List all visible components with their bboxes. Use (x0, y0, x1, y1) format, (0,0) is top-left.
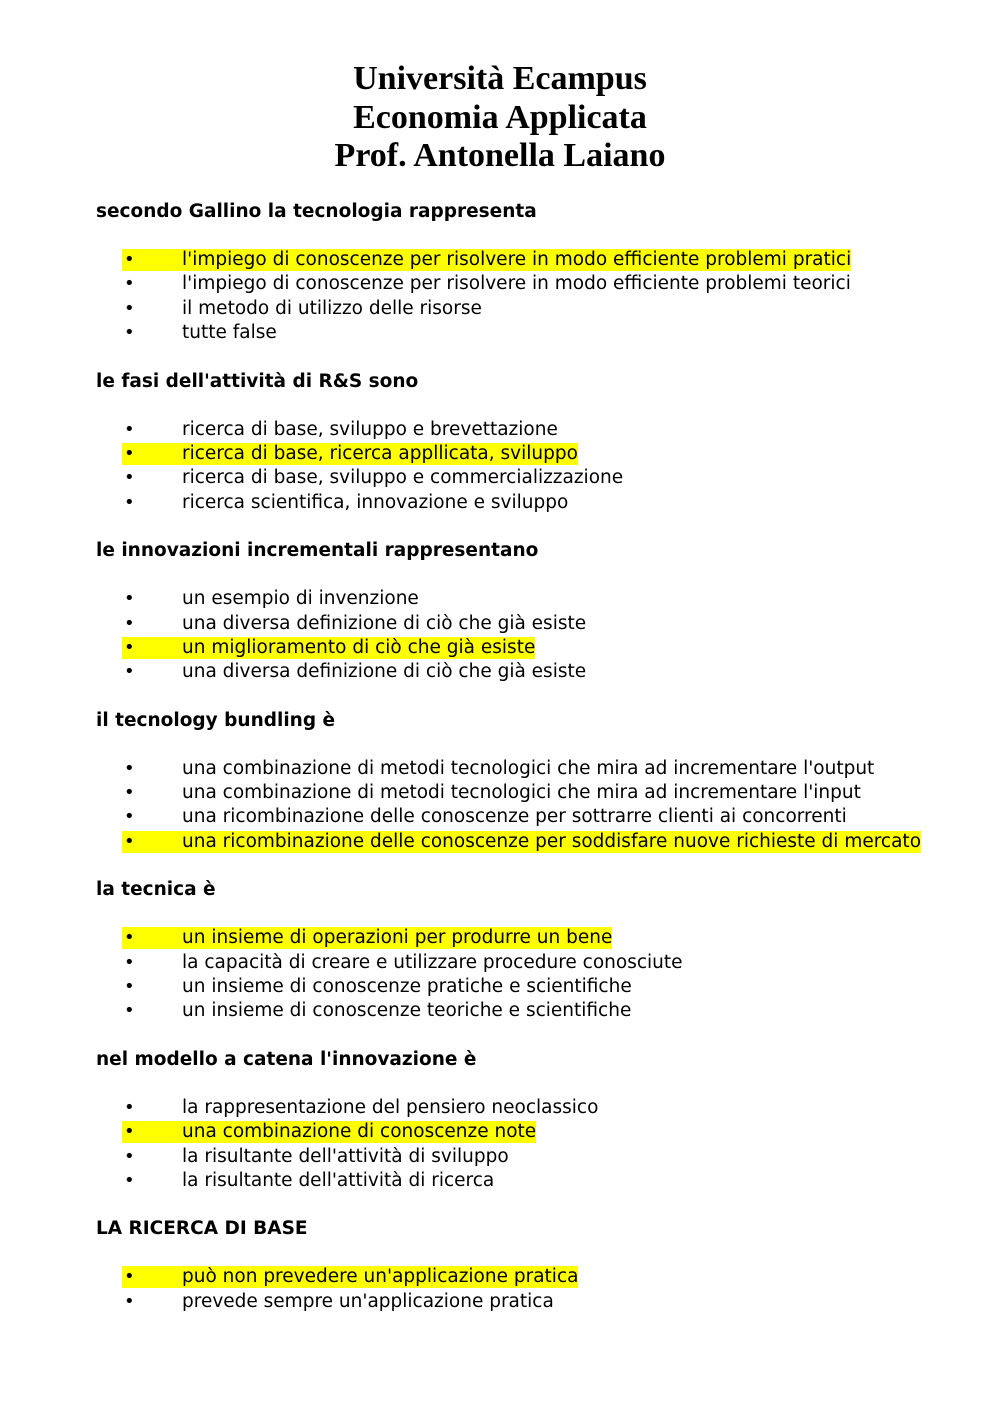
answer-option (96, 1096, 956, 1120)
bullet-icon: • (124, 976, 135, 998)
highlighted-answer (122, 1266, 578, 1288)
bullet-icon: • (124, 418, 135, 440)
answer-text: tutte false (182, 322, 277, 344)
answer-row (122, 782, 861, 804)
bullet-icon: • (124, 757, 135, 779)
answer-option (96, 805, 956, 829)
answer-row (122, 273, 851, 295)
answer-list (96, 1265, 956, 1314)
answer-row (122, 976, 632, 998)
answer-text: una combinazione di conoscenze note (182, 1121, 537, 1143)
bullet-icon: • (124, 273, 135, 295)
answer-text: l'impiego di conoscenze per risolvere in modo efficiente problemi teorici (182, 273, 851, 295)
bullet-icon: • (124, 1000, 135, 1022)
question-block (96, 878, 956, 1024)
bullet-icon: • (124, 297, 135, 319)
answer-row (122, 322, 277, 344)
answer-option-correct (96, 926, 956, 950)
bullet-icon: • (124, 636, 135, 658)
answer-list (96, 757, 956, 855)
bullet-icon: • (124, 1121, 135, 1143)
answer-option (96, 321, 956, 345)
answer-row (122, 661, 586, 683)
answer-row (122, 467, 623, 489)
bullet-icon: • (124, 322, 135, 344)
answer-row (122, 419, 558, 441)
answer-option (96, 757, 956, 781)
bullet-icon: • (124, 612, 135, 634)
answer-row (122, 1170, 494, 1192)
question-text: LA RICERCA DI BASE (96, 1218, 308, 1240)
bullet-icon: • (124, 661, 135, 683)
answer-row (122, 1146, 509, 1168)
answer-text: ricerca scientifica, innovazione e sviluppo (182, 491, 569, 513)
answer-list (96, 587, 956, 685)
answer-row (122, 806, 847, 828)
answer-text: la capacità di creare e utilizzare procedure conosciute (182, 951, 683, 973)
question-text: le fasi dell'attività di R&S sono (96, 370, 419, 392)
bullet-icon: • (124, 1266, 135, 1288)
answer-text: un insieme di conoscenze pratiche e scientifiche (182, 976, 632, 998)
answer-text: il metodo di utilizzo delle risorse (182, 297, 482, 319)
answer-list (96, 926, 956, 1024)
answer-text: un insieme di operazioni per produrre un bene (182, 927, 613, 949)
answer-option (96, 951, 956, 975)
bullet-icon: • (124, 1169, 135, 1191)
answer-text: una diversa definizione di ciò che già esiste (182, 661, 587, 683)
answer-row (122, 758, 874, 780)
answer-row (122, 1291, 554, 1313)
answer-option-correct (96, 248, 956, 272)
answer-option (96, 999, 956, 1023)
bullet-icon: • (124, 249, 135, 270)
bullet-icon: • (124, 442, 135, 464)
highlighted-answer (122, 831, 921, 853)
bullet-icon: • (124, 951, 135, 973)
answer-option (96, 612, 956, 636)
question-block (96, 1217, 956, 1314)
bullet-icon: • (124, 1096, 135, 1118)
bullet-icon: • (124, 927, 135, 949)
answer-list (96, 248, 956, 346)
answer-text: può non prevedere un'applicazione pratica (182, 1266, 579, 1288)
answer-text: un esempio di invenzione (182, 588, 419, 610)
bullet-icon: • (124, 1290, 135, 1312)
answer-row (122, 588, 419, 610)
bullet-icon: • (124, 830, 135, 852)
answer-text: una combinazione di metodi tecnologici che mira ad incrementare l'output (182, 757, 875, 779)
answer-text: la risultante dell'attività di ricerca (182, 1169, 495, 1191)
highlighted-answer (122, 443, 578, 465)
answer-option-correct (96, 830, 956, 854)
bullet-icon: • (124, 806, 135, 828)
answer-list (96, 1096, 956, 1194)
answer-row (122, 613, 586, 635)
answer-row (122, 952, 683, 974)
question-text: nel modello a catena l'innovazione è (96, 1048, 477, 1070)
answer-option (96, 781, 956, 805)
answer-option (96, 975, 956, 999)
answer-option (96, 587, 956, 611)
answer-option (96, 491, 956, 515)
question-text: il tecnology bundling è (96, 709, 336, 731)
answer-option (96, 297, 956, 321)
quiz-content (96, 200, 956, 1338)
answer-option (96, 1169, 956, 1193)
answer-row (122, 1097, 598, 1119)
answer-text: la risultante dell'attività di sviluppo (182, 1145, 509, 1167)
bullet-icon: • (124, 491, 135, 513)
course-title: Economia Applicata (353, 98, 647, 136)
question-block (96, 370, 956, 516)
university-title: Università Ecampus (353, 60, 647, 97)
answer-option (96, 418, 956, 442)
answer-text: una diversa definizione di ciò che già esiste (182, 612, 587, 634)
answer-text: ricerca di base, ricerca appllicata, sviluppo (182, 442, 578, 464)
answer-text: una ricombinazione delle conoscenze per soddisfare nuove richieste di mercato (182, 830, 922, 852)
answer-option-correct (96, 636, 956, 660)
question-block (96, 1048, 956, 1194)
question-text: la tecnica è (96, 879, 216, 901)
document-header (0, 60, 1000, 176)
answer-text: una ricombinazione delle conoscenze per sottrarre clienti ai concorrenti (182, 806, 847, 828)
highlighted-answer (122, 1121, 536, 1143)
answer-text: ricerca di base, sviluppo e brevettazione (182, 418, 558, 440)
answer-option (96, 660, 956, 684)
answer-text: una combinazione di metodi tecnologici che mira ad incrementare l'input (182, 782, 861, 804)
question-block (96, 539, 956, 685)
answer-option-correct (96, 1265, 956, 1289)
highlighted-answer (122, 637, 535, 659)
highlighted-answer (122, 249, 851, 271)
answer-text: prevede sempre un'applicazione pratica (182, 1290, 554, 1312)
highlighted-answer (122, 927, 612, 949)
professor-name: Prof. Antonella Laiano (334, 137, 666, 174)
answer-option (96, 272, 956, 296)
question-block (96, 200, 956, 346)
answer-text: ricerca di base, sviluppo e commercializzazione (182, 467, 624, 489)
answer-row (122, 1000, 631, 1022)
answer-option (96, 1290, 956, 1314)
question-text: le innovazioni incrementali rappresentano (96, 540, 539, 562)
answer-option-correct (96, 442, 956, 466)
answer-option (96, 466, 956, 490)
bullet-icon: • (124, 467, 135, 489)
answer-option-correct (96, 1120, 956, 1144)
answer-text: un insieme di conoscenze teoriche e scientifiche (182, 1000, 632, 1022)
answer-list (96, 418, 956, 516)
answer-text: la rappresentazione del pensiero neoclassico (182, 1096, 599, 1118)
answer-option (96, 1145, 956, 1169)
answer-text: l'impiego di conoscenze per risolvere in modo efficiente problemi pratici (182, 249, 852, 270)
answer-row (122, 298, 482, 320)
bullet-icon: • (124, 782, 135, 804)
question-text: secondo Gallino la tecnologia rappresenta (96, 201, 537, 222)
bullet-icon: • (124, 588, 135, 610)
bullet-icon: • (124, 1145, 135, 1167)
question-block (96, 709, 956, 855)
answer-text: un miglioramento di ciò che già esiste (182, 636, 536, 658)
answer-row (122, 492, 568, 514)
